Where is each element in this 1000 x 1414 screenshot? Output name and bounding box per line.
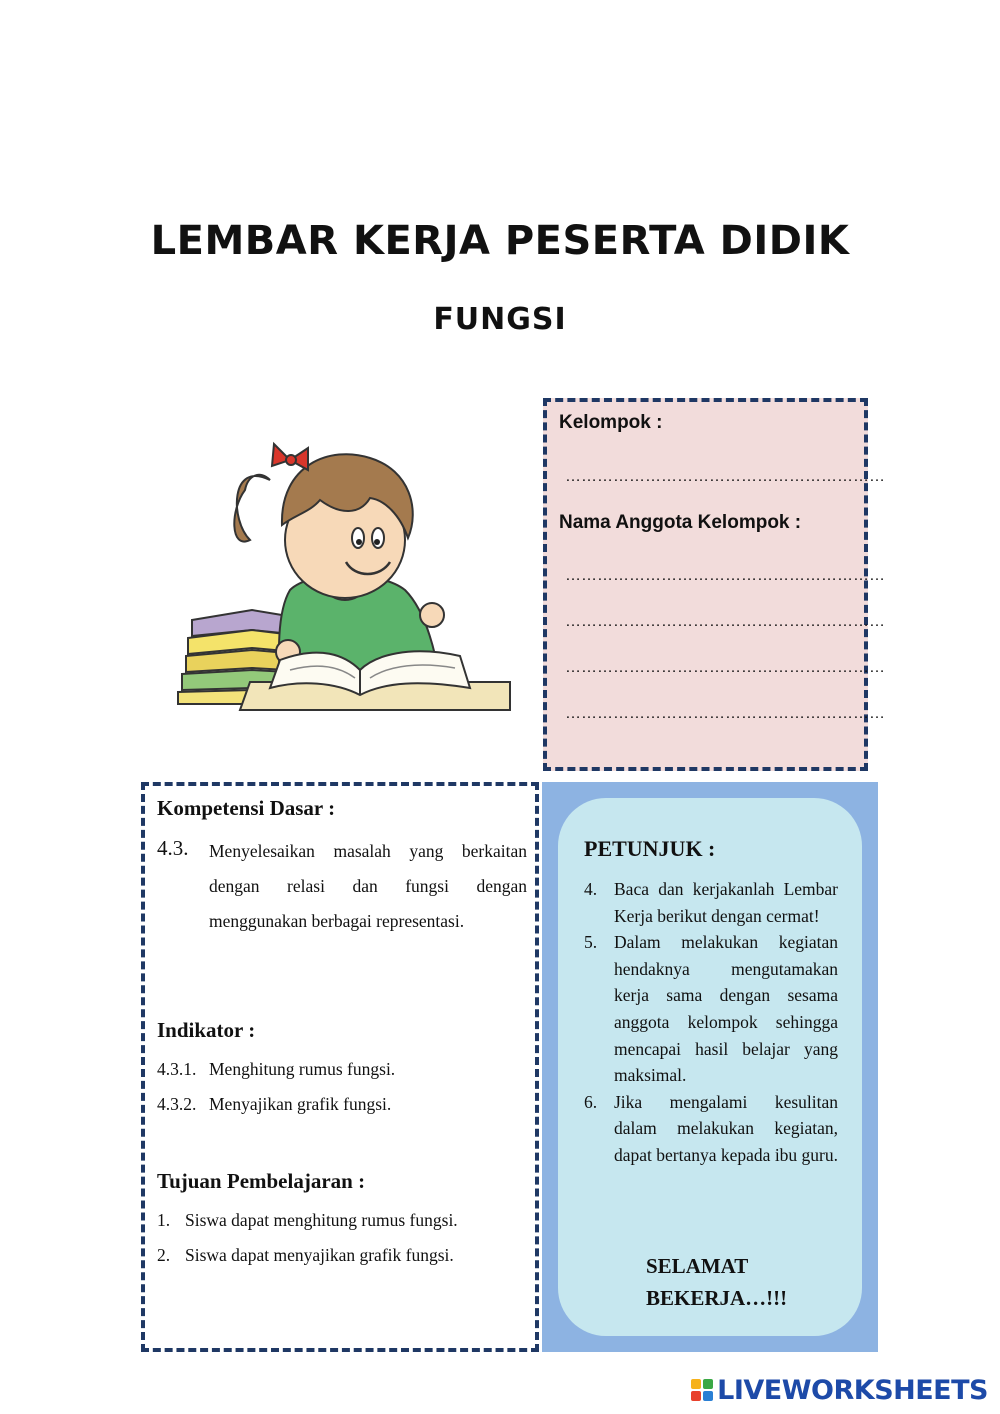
closing-line-1: SELAMAT — [646, 1254, 749, 1278]
petunjuk-text: Baca dan kerjakanlah Lembar Kerja berikut dengan cermat! — [614, 879, 838, 926]
closing-message — [646, 1250, 787, 1314]
indikator-text: Menyajikan grafik fungsi. — [209, 1094, 392, 1114]
indikator-heading: Indikator : — [157, 1018, 256, 1042]
tujuan-number: 1. — [157, 1210, 171, 1230]
petunjuk-item — [584, 929, 838, 1089]
page-title: LEMBAR KERJA PESERTA DIDIK — [150, 218, 850, 264]
indikator-number: 4.3.2. — [157, 1094, 197, 1114]
tujuan-text: Siswa dapat menghitung rumus fungsi. — [185, 1210, 458, 1230]
page-subtitle: FUNGSI — [433, 302, 567, 337]
kd-number: 4.3. — [157, 836, 189, 860]
liveworksheets-logo[interactable] — [691, 1374, 988, 1406]
logo-blocks-icon — [691, 1379, 713, 1401]
anggota-blank-4[interactable]: …………………………………………………… — [565, 705, 885, 722]
petunjuk-number: 5. — [584, 932, 598, 953]
indikator-number: 4.3.1. — [157, 1059, 197, 1079]
anggota-blank-3[interactable]: …………………………………………………… — [565, 659, 885, 676]
petunjuk-heading: PETUNJUK : — [584, 836, 716, 861]
petunjuk-item — [584, 1089, 838, 1169]
kelompok-blank[interactable]: …………………………………………………… — [565, 468, 885, 485]
indikator-item — [157, 1059, 395, 1080]
closing-line-2: BEKERJA…!!! — [646, 1286, 788, 1310]
indikator-item — [157, 1094, 391, 1115]
kd-heading: Kompetensi Dasar : — [157, 796, 336, 820]
anggota-blank-1[interactable]: …………………………………………………… — [565, 567, 885, 584]
petunjuk-text: Jika mengalami kesulitan dalam melakukan kegiatan, dapat bertanya kepada ibu guru. — [614, 1091, 839, 1165]
girl-reading-book-illustration — [170, 420, 520, 720]
petunjuk-item — [584, 876, 838, 929]
petunjuk-number: 4. — [584, 879, 598, 899]
kelompok-label: Kelompok : — [559, 412, 663, 433]
kd-text: Menyelesaikan masalah yang berkaitan dengan relasi dan fungsi dengan menggunakan berbagai representasi. — [209, 841, 527, 931]
logo-text: LIVEWORKSHEETS — [717, 1374, 988, 1406]
group-info-box — [543, 398, 885, 771]
tujuan-item — [157, 1245, 454, 1266]
competency-box — [141, 782, 539, 1352]
tujuan-item — [157, 1210, 458, 1231]
tujuan-number: 2. — [157, 1245, 171, 1265]
tujuan-heading: Tujuan Pembelajaran : — [157, 1169, 366, 1193]
anggota-blank-2[interactable]: …………………………………………………… — [565, 613, 885, 630]
petunjuk-panel — [542, 782, 878, 1352]
tujuan-text: Siswa dapat menyajikan grafik fungsi. — [185, 1245, 454, 1265]
petunjuk-number: 6. — [584, 1091, 598, 1112]
anggota-label: Nama Anggota Kelompok : — [559, 512, 802, 533]
petunjuk-text: Dalam melakukan kegiatan hendaknya mengutamakan kerja sama dengan sesama anggota kelompok sehingga mencapai hasil belajar yang maksimal. — [614, 932, 838, 1086]
petunjuk-card — [558, 798, 862, 1336]
indikator-text: Menghitung rumus fungsi. — [209, 1059, 396, 1079]
petunjuk-list — [584, 876, 838, 1169]
